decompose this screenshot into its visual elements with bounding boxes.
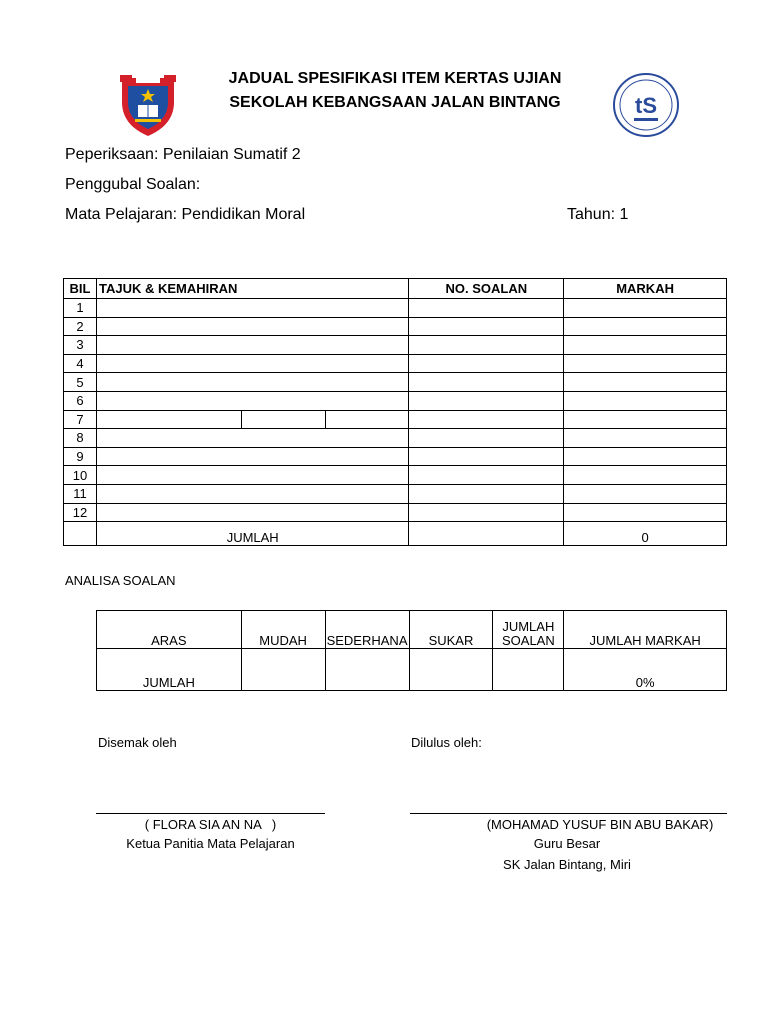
question-no-cell[interactable]	[409, 373, 564, 392]
topic-cell-c[interactable]	[325, 410, 409, 429]
topic-cell[interactable]	[96, 354, 408, 373]
question-no-cell[interactable]	[409, 317, 564, 336]
marks-cell[interactable]	[564, 373, 727, 392]
total-row-blank	[64, 522, 97, 546]
topic-cell[interactable]	[96, 391, 408, 410]
analysis-total-percent: 0%	[564, 649, 727, 691]
topic-cell-a[interactable]	[96, 410, 241, 429]
question-setter: Penggubal Soalan:	[65, 176, 201, 193]
topic-cell[interactable]	[96, 447, 408, 466]
analysis-header-row	[97, 611, 727, 649]
topic-cell[interactable]	[96, 429, 408, 448]
spec-table	[63, 278, 727, 546]
table-row	[64, 447, 727, 466]
marks-cell[interactable]	[564, 336, 727, 355]
marks-cell[interactable]	[564, 299, 727, 318]
question-no-cell[interactable]	[409, 484, 564, 503]
row-number: 5	[64, 373, 97, 392]
checker-signature-line	[96, 813, 325, 814]
question-no-cell[interactable]	[409, 391, 564, 410]
table-row	[64, 503, 727, 522]
document-title-line1: JADUAL SPESIFIKASI ITEM KERTAS UJIAN	[228, 70, 562, 87]
question-no-cell[interactable]	[409, 503, 564, 522]
marks-cell[interactable]	[564, 410, 727, 429]
topic-cell[interactable]	[96, 317, 408, 336]
row-number: 2	[64, 317, 97, 336]
topic-cell-b[interactable]	[241, 410, 325, 429]
col-header-marks: MARKAH	[564, 279, 727, 299]
row-number: 4	[64, 354, 97, 373]
analysis-header-total-marks: JUMLAH MARKAH	[564, 611, 727, 649]
approver-name: (MOHAMAD YUSUF BIN ABU BAKAR)	[486, 817, 714, 832]
row-number: 10	[64, 466, 97, 485]
subject: Mata Pelajaran: Pendidikan Moral	[65, 206, 306, 223]
topic-cell[interactable]	[96, 503, 408, 522]
marks-cell[interactable]	[564, 429, 727, 448]
year: Tahun: 1	[567, 206, 629, 223]
question-no-cell[interactable]	[409, 466, 564, 485]
row-number: 7	[64, 410, 97, 429]
total-row	[64, 522, 727, 546]
total-label: JUMLAH	[96, 522, 408, 546]
row-number: 12	[64, 503, 97, 522]
table-row	[64, 354, 727, 373]
table-row	[64, 391, 727, 410]
marks-cell[interactable]	[564, 447, 727, 466]
question-no-cell[interactable]	[409, 336, 564, 355]
checked-by-label: Disemak oleh	[98, 735, 177, 750]
table-row	[64, 299, 727, 318]
round-school-seal-icon	[612, 72, 680, 138]
col-header-question-no: NO. SOALAN	[409, 279, 564, 299]
row-number: 1	[64, 299, 97, 318]
col-header-topic: TAJUK & KEMAHIRAN	[96, 279, 408, 299]
analysis-total-label: JUMLAH	[97, 649, 242, 691]
row-number: 11	[64, 484, 97, 503]
total-marks: 0	[564, 522, 727, 546]
marks-cell[interactable]	[564, 466, 727, 485]
checker-title: Ketua Panitia Mata Pelajaran	[126, 836, 295, 851]
topic-cell[interactable]	[96, 336, 408, 355]
table-row	[64, 484, 727, 503]
analysis-heading: ANALISA SOALAN	[65, 573, 176, 588]
question-no-cell[interactable]	[409, 299, 564, 318]
table-row	[64, 429, 727, 448]
topic-cell[interactable]	[96, 466, 408, 485]
checker-name: ( FLORA SIA AN NA )	[144, 817, 277, 832]
analysis-header-level: ARAS	[97, 611, 242, 649]
topic-cell[interactable]	[96, 373, 408, 392]
table-row	[64, 466, 727, 485]
document-title-line2: SEKOLAH KEBANGSAAN JALAN BINTANG	[229, 94, 561, 111]
analysis-header-medium: SEDERHANA	[325, 611, 409, 649]
analysis-total-row	[97, 649, 727, 691]
table-row	[64, 336, 727, 355]
approver-signature-line	[410, 813, 727, 814]
table-row	[64, 373, 727, 392]
question-no-cell[interactable]	[409, 447, 564, 466]
analysis-header-easy: MUDAH	[241, 611, 325, 649]
school-crest-icon	[118, 72, 178, 138]
table-row	[64, 410, 727, 429]
approved-by-label: Dilulus oleh:	[411, 735, 482, 750]
row-number: 9	[64, 447, 97, 466]
analysis-cell[interactable]	[493, 649, 564, 691]
row-number: 6	[64, 391, 97, 410]
total-question-no-cell[interactable]	[409, 522, 564, 546]
marks-cell[interactable]	[564, 354, 727, 373]
marks-cell[interactable]	[564, 484, 727, 503]
analysis-header-total-questions: JUMLAH SOALAN	[493, 611, 564, 649]
topic-cell[interactable]	[96, 299, 408, 318]
analysis-header-hard: SUKAR	[409, 611, 493, 649]
approver-title: Guru Besar	[533, 836, 601, 851]
marks-cell[interactable]	[564, 391, 727, 410]
analysis-table	[96, 610, 727, 691]
approver-school: SK Jalan Bintang, Miri	[503, 857, 631, 872]
analysis-cell[interactable]	[241, 649, 325, 691]
seal-monogram: tS	[635, 93, 657, 118]
analysis-cell[interactable]	[409, 649, 493, 691]
row-number: 3	[64, 336, 97, 355]
col-header-bil: BIL	[64, 279, 97, 299]
table-row	[64, 317, 727, 336]
marks-cell[interactable]	[564, 317, 727, 336]
spec-table-header	[64, 279, 727, 299]
analysis-cell[interactable]	[325, 649, 409, 691]
question-no-cell[interactable]	[409, 410, 564, 429]
exam-name: Peperiksaan: Penilaian Sumatif 2	[65, 146, 301, 163]
question-no-cell[interactable]	[409, 429, 564, 448]
row-number: 8	[64, 429, 97, 448]
topic-cell[interactable]	[96, 484, 408, 503]
marks-cell[interactable]	[564, 503, 727, 522]
question-no-cell[interactable]	[409, 354, 564, 373]
